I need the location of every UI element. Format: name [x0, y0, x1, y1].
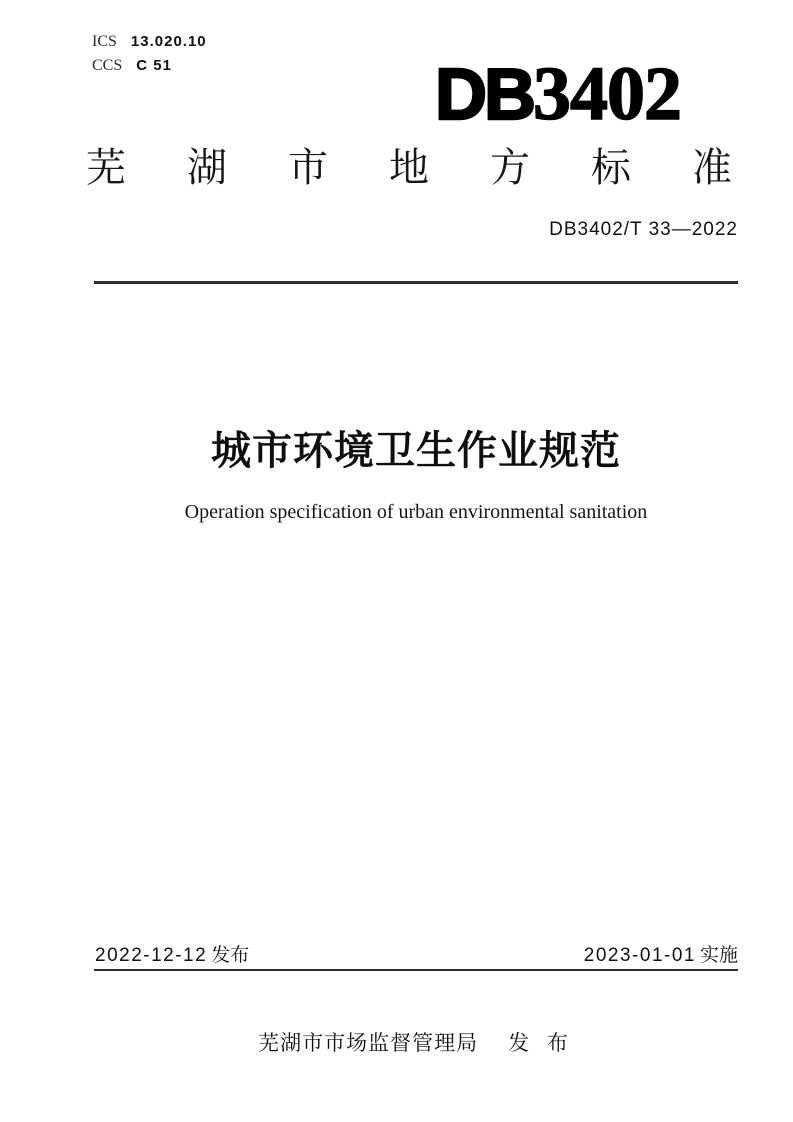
publisher-organization: 芜湖市市场监督管理局 [258, 1032, 479, 1055]
db-standard-logo [435, 52, 681, 136]
ics-label: ICS [92, 33, 117, 50]
db-logo-prefix: DB [435, 55, 533, 135]
top-horizontal-rule [94, 281, 738, 284]
implementation-date-item [584, 940, 738, 967]
publisher-line [94, 1027, 738, 1057]
document-number: DB3402/T 33—2022 [549, 219, 738, 240]
ccs-code-row [92, 54, 207, 78]
document-title-chinese: 城市环境卫生作业规范 [211, 429, 621, 473]
db-logo-number: 3402 [533, 52, 681, 136]
publish-action-label: 发 布 [508, 1032, 574, 1055]
issue-date: 2022-12-12 [95, 945, 208, 966]
classification-codes [92, 30, 207, 78]
issue-date-label: 发布 [211, 945, 250, 966]
ccs-label: CCS [92, 57, 123, 74]
standard-type-title: 芜湖市地方标准 [86, 146, 732, 190]
issue-date-item [95, 940, 249, 967]
ccs-value: C 51 [136, 57, 172, 74]
implementation-date-label: 实施 [699, 945, 738, 966]
ics-code-row [92, 30, 207, 54]
footer-dates-row [95, 940, 738, 967]
document-title-english: Operation specification of urban environmental sanitation [184, 501, 648, 523]
bottom-horizontal-rule [94, 969, 738, 971]
ics-value: 13.020.10 [130, 33, 207, 50]
implementation-date: 2023-01-01 [583, 945, 696, 966]
